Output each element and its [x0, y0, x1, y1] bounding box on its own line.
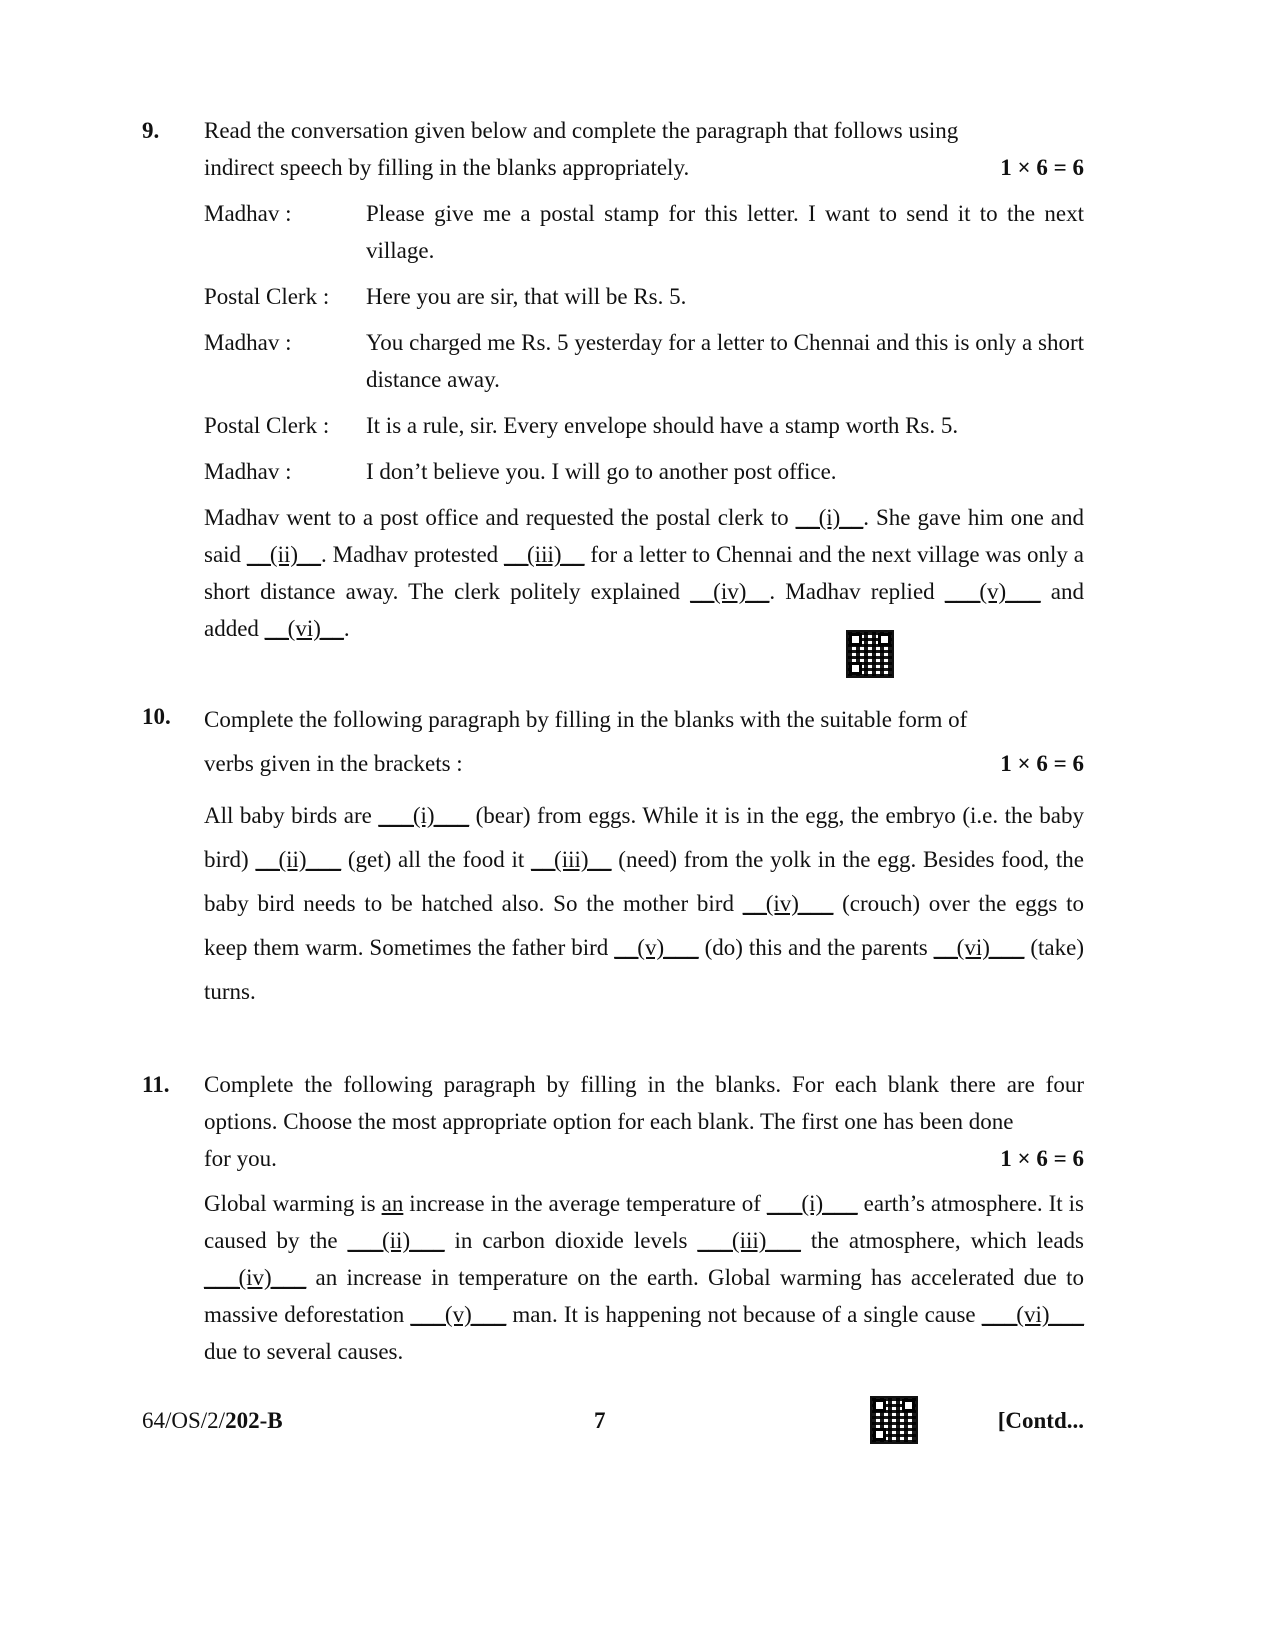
page-number: 7 — [594, 1408, 606, 1433]
paragraph-text: Global warming is — [204, 1191, 382, 1216]
question-instruction: indirect speech by filling in the blanks appropriately. — [204, 155, 690, 180]
marks-label: 1 × 6 = 6 — [1000, 155, 1084, 180]
conversation — [204, 195, 1084, 490]
utterance: Please give me a postal stamp for this letter. I want to send it to the next village. — [366, 201, 1084, 263]
fill-in-paragraph — [204, 794, 1084, 1014]
utterance: It is a rule, sir. Every envelope should have a stamp worth Rs. 5. — [366, 413, 959, 438]
paragraph-text: . She gave him one and said — [204, 505, 1084, 567]
blank-i: ___(i)___ — [766, 1191, 858, 1216]
paragraph-text: the atmosphere, which leads — [800, 1228, 1084, 1253]
marks-label: 1 × 6 = 6 — [1000, 1146, 1084, 1171]
blank-i: ___(i)___ — [378, 803, 470, 828]
paragraph-text: (bear) from eggs. While it is in the egg, the embryo (i.e. the baby bird) — [204, 803, 1084, 872]
fill-in-paragraph — [204, 1185, 1084, 1370]
paragraph-text: (do) this and the parents — [698, 935, 934, 960]
paper-code-prefix: 64/OS/2/ — [142, 1408, 226, 1433]
question-10 — [142, 698, 1084, 1014]
dialogue-line — [204, 453, 1084, 490]
dialogue-line — [204, 324, 1084, 398]
blank-iv: __(iv)__ — [690, 579, 770, 604]
blank-iv: ___(iv)___ — [204, 1265, 307, 1290]
paragraph-text: increase in the average temperature of — [403, 1191, 767, 1216]
paragraph-text: earth’s atmosphere. It is caused by the — [204, 1191, 1084, 1253]
question-instruction: Complete the following paragraph by filling in the blanks with the suitable form of — [204, 707, 968, 732]
speaker: Postal Clerk : — [204, 413, 330, 438]
marks-label: 1 × 6 = 6 — [1000, 751, 1084, 776]
dialogue-line — [204, 278, 1084, 315]
paragraph-text: (take) turns. — [204, 935, 1084, 1004]
blank-vi: __(vi)___ — [933, 935, 1025, 960]
dialogue-line — [204, 195, 1084, 269]
question-9 — [142, 112, 1084, 647]
question-11 — [142, 1066, 1084, 1370]
continued-label: [Contd... — [997, 1408, 1084, 1433]
qr-code-icon — [846, 630, 894, 678]
blank-ii: ___(ii)___ — [347, 1228, 445, 1253]
question-instruction: verbs given in the brackets : — [204, 751, 463, 776]
blank-vi: __(vi)__ — [264, 616, 344, 641]
blank-v: ___(v)___ — [944, 579, 1041, 604]
question-number: 11. — [142, 1072, 170, 1097]
question-instruction: for you. — [204, 1146, 277, 1171]
blank-vi: ___(vi)___ — [981, 1302, 1084, 1327]
paragraph-text: for a letter to Chennai and the next village was only a short distance away. The clerk politely explained — [204, 542, 1084, 604]
paragraph-text: man. It is happening not because of a single cause — [506, 1302, 982, 1327]
paragraph-text: and added — [204, 579, 1084, 641]
paragraph-text: an increase in temperature on the earth. Global warming has accelerated due to massive deforestation — [204, 1265, 1084, 1327]
speaker: Madhav : — [204, 201, 292, 226]
paragraph-text: (need) from the yolk in the egg. Besides food, the baby bird needs to be hatched also. So the mother bird — [204, 847, 1085, 916]
fill-in-paragraph — [204, 499, 1084, 647]
utterance: Here you are sir, that will be Rs. 5. — [366, 284, 687, 309]
paragraph-text: (crouch) over the eggs to keep them warm. Sometimes the father bird — [204, 891, 1084, 960]
dialogue-line — [204, 407, 1084, 444]
blank-ii: __(ii)___ — [255, 847, 342, 872]
paragraph-text: . — [343, 616, 350, 641]
paper-code — [142, 1402, 283, 1439]
blank-v: ___(v)___ — [410, 1302, 507, 1327]
paragraph-text: All baby birds are — [204, 803, 379, 828]
utterance: I don’t believe you. I will go to another post office. — [366, 459, 837, 484]
paragraph-text: (get) all the food it — [341, 847, 532, 872]
question-instruction: Read the conversation given below and complete the paragraph that follows using — [204, 118, 959, 143]
question-instruction: Complete the following paragraph by filling in the blanks. For each blank there are four options. Choose the most appropriate option for each blank. The first one has been done — [204, 1072, 1084, 1134]
speaker: Postal Clerk : — [204, 284, 330, 309]
blank-iii: __(iii)__ — [504, 542, 585, 567]
blank-ii: __(ii)__ — [246, 542, 322, 567]
qr-code-icon — [870, 1396, 918, 1444]
blank-iii: ___(iii)___ — [697, 1228, 801, 1253]
blank-v: __(v)___ — [614, 935, 699, 960]
paper-code-suffix: 202-B — [225, 1408, 283, 1433]
paragraph-text: in carbon dioxide levels — [444, 1228, 698, 1253]
blank-i: __(i)__ — [795, 505, 864, 530]
blank-iii: __(iii)__ — [531, 847, 612, 872]
blank-iv: __(iv)___ — [742, 891, 834, 916]
speaker: Madhav : — [204, 330, 292, 355]
speaker: Madhav : — [204, 459, 292, 484]
paragraph-text: . Madhav replied — [769, 579, 945, 604]
paragraph-text: . Madhav protested — [321, 542, 505, 567]
page-footer — [142, 1402, 1084, 1439]
paragraph-text: due to several causes. — [204, 1339, 404, 1364]
paragraph-text: Madhav went to a post office and requested the postal clerk to — [204, 505, 796, 530]
question-number: 9. — [142, 118, 160, 143]
example-answer: an — [381, 1191, 404, 1216]
question-number: 10. — [142, 704, 171, 729]
utterance: You charged me Rs. 5 yesterday for a letter to Chennai and this is only a short distance away. — [366, 330, 1084, 392]
